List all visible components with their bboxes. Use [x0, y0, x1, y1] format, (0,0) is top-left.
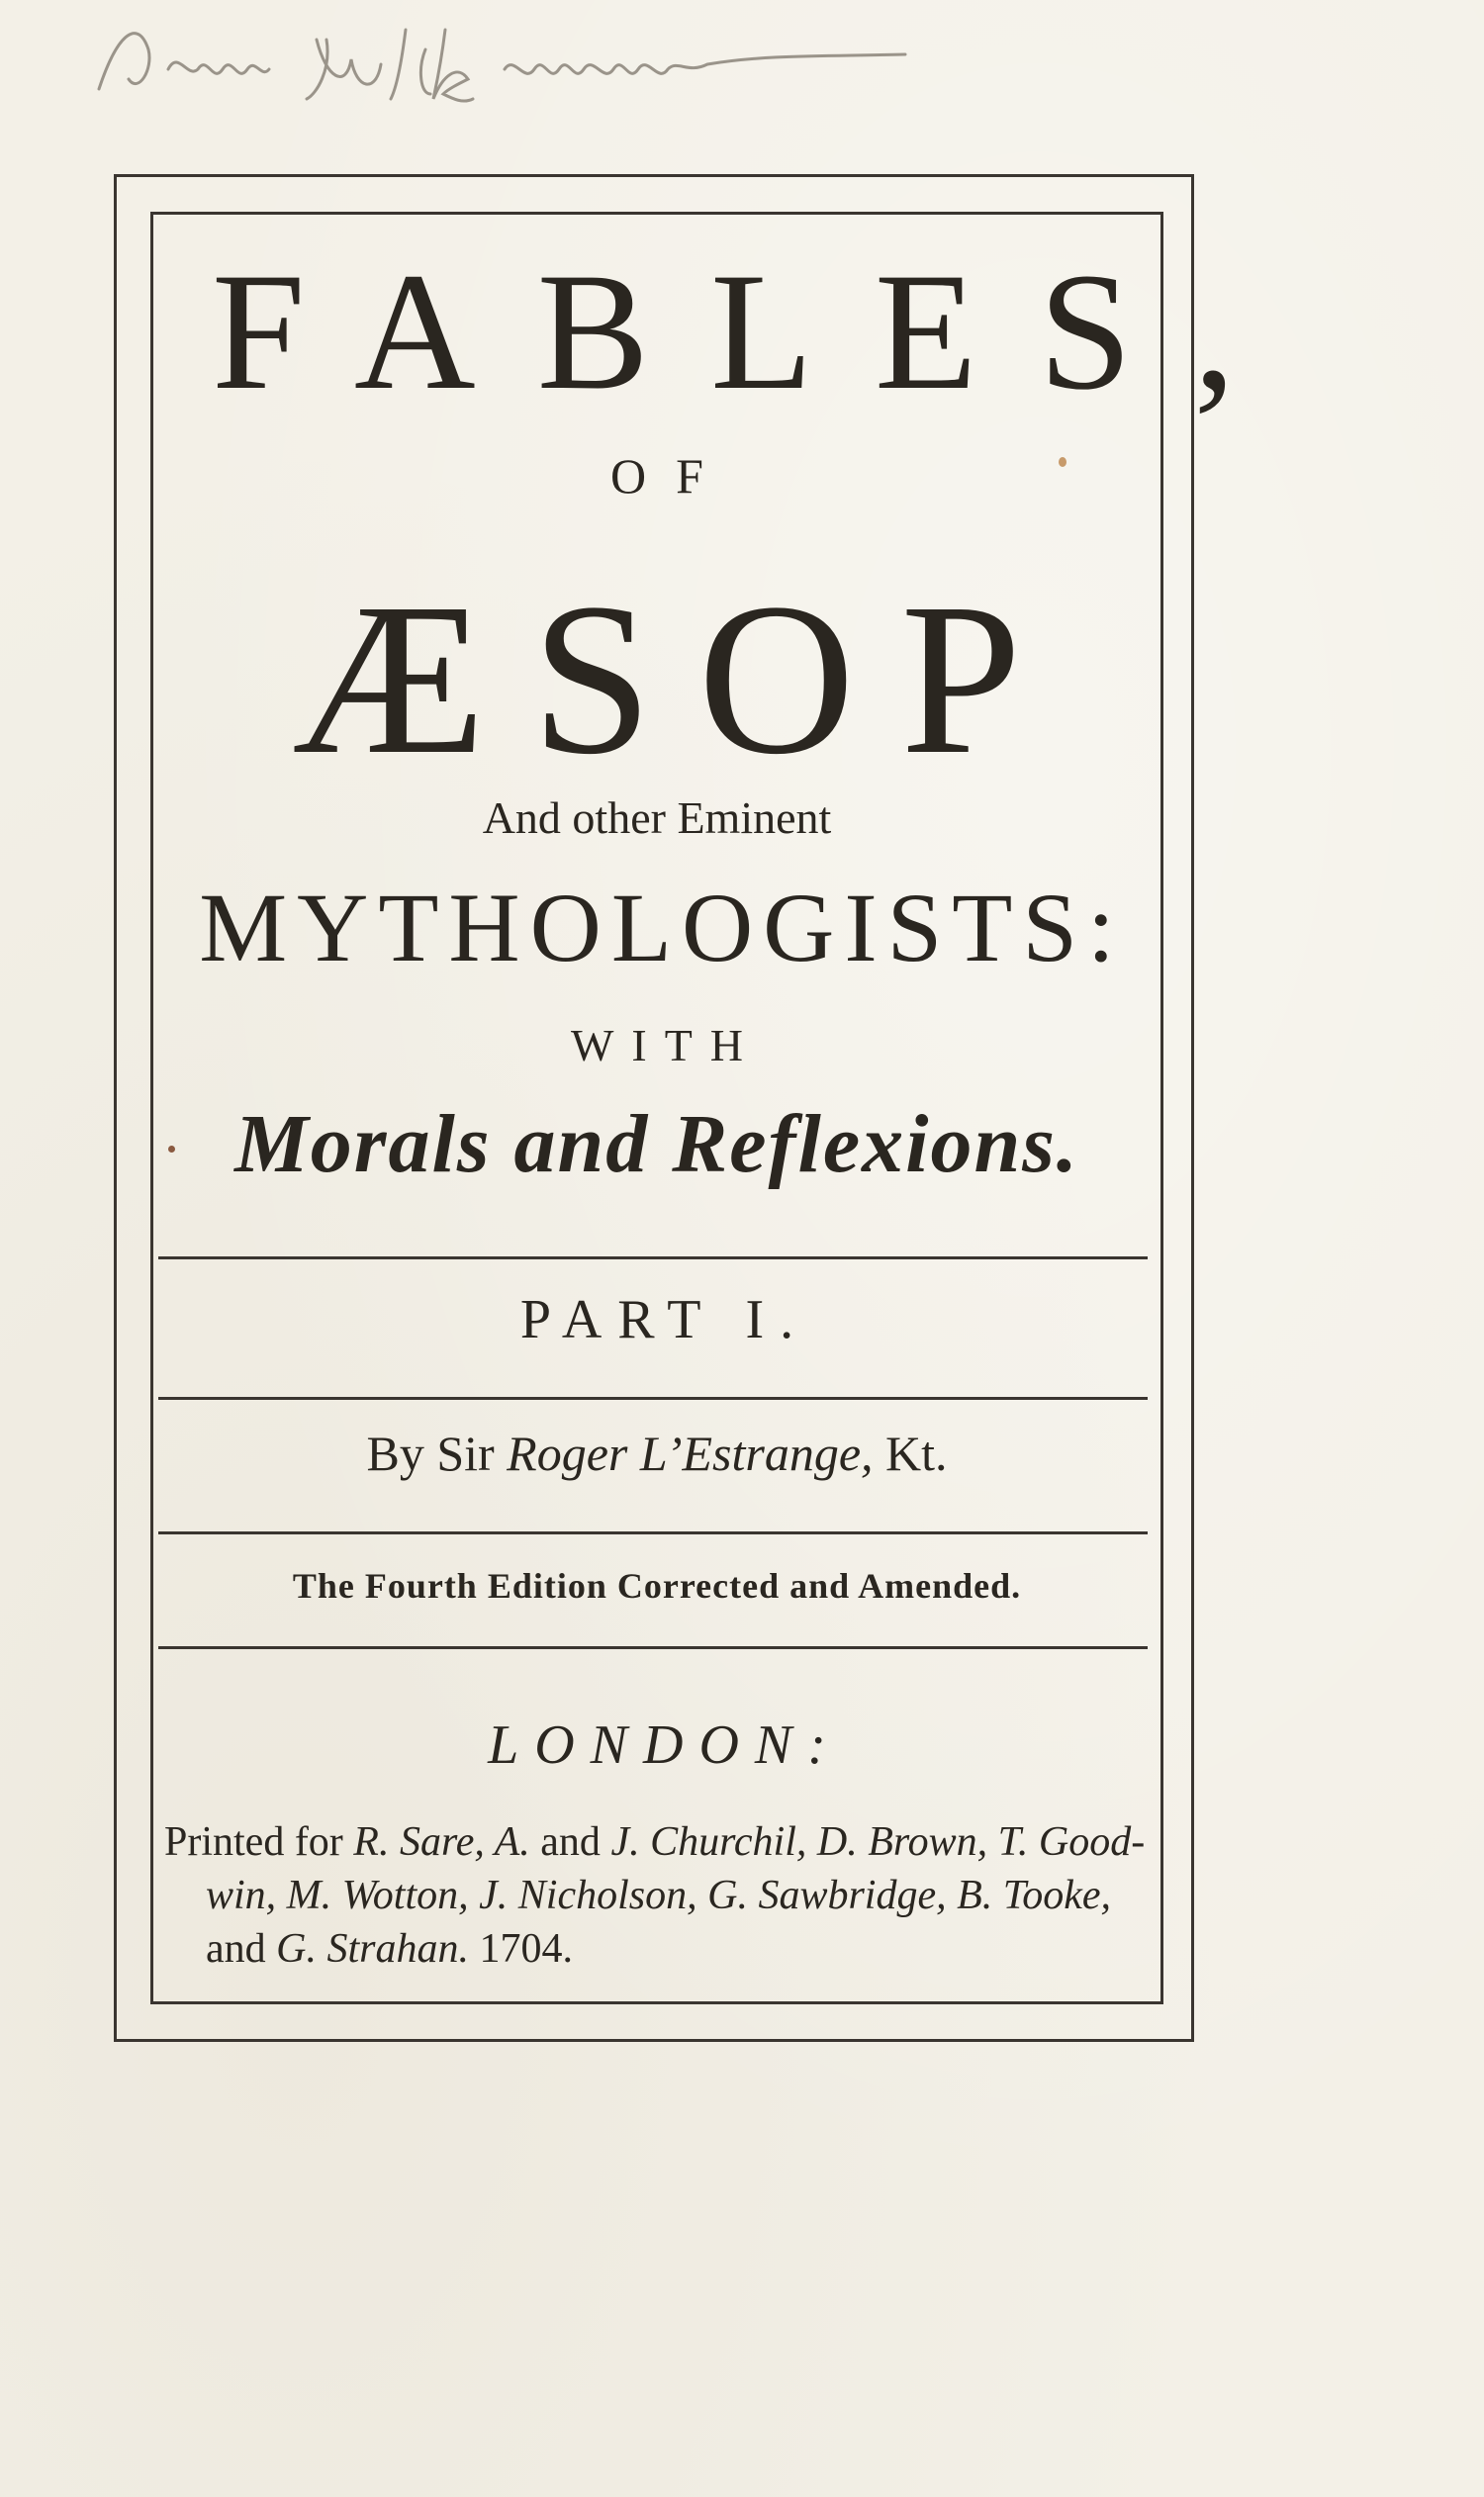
title-aesop: ÆSOP — [292, 558, 1067, 799]
foxing-spot — [1059, 457, 1067, 467]
title-and-other-eminent: And other Eminent — [482, 792, 832, 843]
handwritten-signature — [79, 10, 989, 119]
imprint-place: LONDON: — [488, 1714, 842, 1776]
imprint-line-2: win, M. Wotton, J. Nicholson, G. Sawbridge, B. Tooke, — [206, 1873, 1112, 1918]
title-fables: FABLES, — [212, 238, 1297, 424]
divider-rule — [158, 1531, 1148, 1534]
imprint-line-3 — [206, 1925, 1195, 1973]
author-line — [150, 1425, 1163, 1482]
imprint-line-1 — [164, 1818, 1154, 1866]
foxing-spot — [168, 1146, 175, 1153]
author-name: Roger L’Estrange, — [507, 1426, 874, 1481]
edition-statement: The Fourth Edition Corrected and Amended. — [292, 1566, 1022, 1606]
imprint-names-a: R. Sare, A. — [353, 1819, 530, 1865]
divider-rule — [158, 1646, 1148, 1649]
divider-rule — [158, 1397, 1148, 1400]
imprint-printed-for: Printed for — [164, 1819, 343, 1865]
title-morals-and-reflexions: Morals and Reflexions. — [234, 1098, 1079, 1190]
author-prefix: By Sir — [366, 1426, 495, 1481]
imprint-names-b: J. Churchil, D. Brown, T. Good- — [610, 1819, 1146, 1865]
author-suffix: Kt. — [885, 1426, 948, 1481]
title-with: WITH — [570, 1020, 762, 1070]
imprint-and: and — [206, 1926, 266, 1972]
imprint-name-strahan: G. Strahan. — [276, 1926, 470, 1972]
imprint-and: and — [540, 1819, 601, 1865]
title-of: OF — [610, 448, 733, 504]
title-mythologists: MYTHOLOGISTS: — [199, 873, 1125, 982]
part-number: PART I. — [519, 1289, 810, 1350]
signature-scribble — [79, 10, 989, 119]
divider-rule — [158, 1256, 1148, 1259]
imprint-year: 1704. — [479, 1926, 574, 1972]
